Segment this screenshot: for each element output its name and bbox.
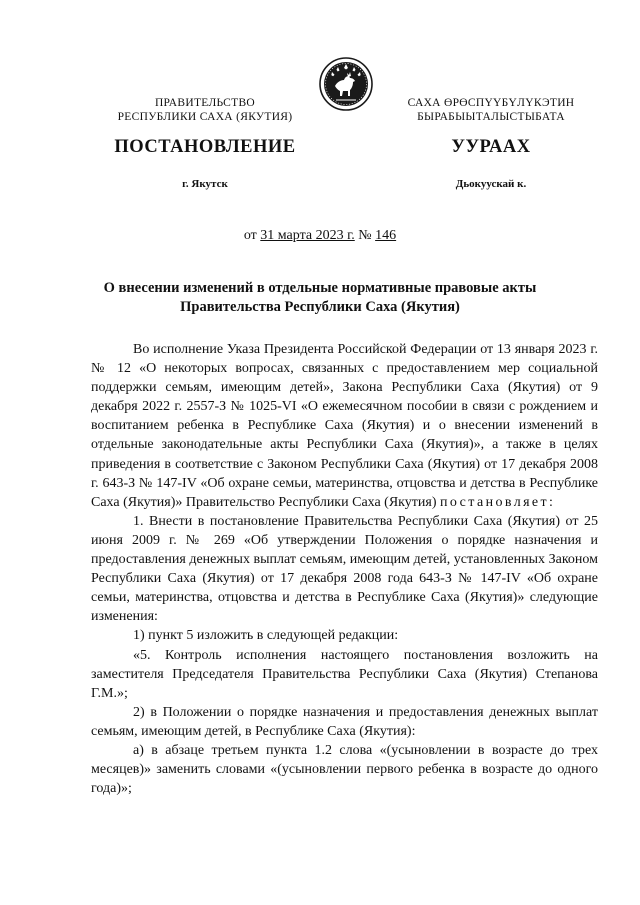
org-name-yakut-line1: САХА ӨРӨСПҮҮБҮЛҮКЭТИН [407, 97, 575, 109]
preamble-paragraph [91, 340, 598, 512]
doctype-yakut: УУРААХ [451, 137, 531, 157]
document-number: 146 [375, 228, 397, 243]
number-prefix: № [358, 228, 372, 243]
preamble-text: Во исполнение Указа Президента Российской Федерации от 13 января 2023 г. № 12 «О некоторых вопросах, связанных с предоставлением мер социальной поддержки семьям, имеющим детей», Закона Республики Саха (Якутия) от 9 декабря 2022 г. 2557-З № 1025-VI «О ежемесячном пособии в связи с рождением и воспитанием ребенка в Республике Саха (Якутия) и о внесении изменений в отдельные законодательные акты Республики Саха (Якутия)», а также в целях приведения в соответствие с Законом Республики Саха (Якутия) от 17 декабря 2008 г. 643-З № 147-IV «Об охране семьи, материнства, отцовства и детства в Республике Саха (Якутия)» Правительство Республики Саха (Якутия) [91, 342, 598, 510]
org-name-russian [90, 96, 320, 124]
document-date: 31 марта 2023 г. [260, 228, 355, 243]
org-name-russian-line2: РЕСПУБЛИКИ САХА (ЯКУТИЯ) [117, 111, 293, 123]
document-body [91, 340, 598, 798]
date-prefix: от [243, 228, 257, 243]
city-yakut: Дьокуускай к. [455, 178, 527, 190]
item-1-1-paragraph: 1) пункт 5 изложить в следующей редакции: [133, 628, 399, 644]
item-1-2-a-paragraph: а) в абзаце третьем пункта 1.2 слова «(усыновлении в возрасте до трех месяцев)» заменить словами «(усыновлении первого ребенка в возрасте до одного года)»; [91, 742, 598, 797]
org-name-yakut-line2: БЫРАБЫЫТАЛЫСТЫБАТА [417, 111, 565, 123]
org-name-yakut [376, 96, 606, 124]
item-1-paragraph: 1. Внести в постановление Правительства Республики Саха (Якутия) от 25 июня 2009 г. № 269 «Об утверждении Положения о порядке назначения и предоставления денежных выплат семьям, имеющим детей, установленных Законом Республики Саха (Якутия) от 17 декабря 2008 года 643-З № 147-IV «Об охране семьи, материнства, отцовства и детства в Республике Саха (Якутия)» следующие изменения: [91, 513, 598, 625]
date-and-number [0, 228, 640, 244]
item-1-2-paragraph: 2) в Положении о порядке назначения и предоставления денежных выплат семьям, имеющим детей, в Республике Саха (Якутия): [91, 704, 598, 739]
document-title [0, 279, 640, 317]
item-1-1-quote-paragraph: «5. Контроль исполнения настоящего постановления возложить на заместителя Председателя Правительства Республики Саха (Якутия) Степанова Г.М.»; [91, 647, 598, 701]
document-title-line2: Правительства Республики Саха (Якутия) [180, 299, 460, 315]
org-name-russian-line1: ПРАВИТЕЛЬСТВО [154, 97, 256, 109]
preamble-decree-word: постановляет: [440, 494, 556, 510]
city-russian: г. Якутск [182, 178, 228, 190]
coat-of-arms-sakha-icon [318, 56, 374, 112]
document-title-line1: О внесении изменений в отдельные нормативные правовые акты [103, 280, 537, 296]
doctype-russian: ПОСТАНОВЛЕНИЕ [114, 137, 296, 157]
